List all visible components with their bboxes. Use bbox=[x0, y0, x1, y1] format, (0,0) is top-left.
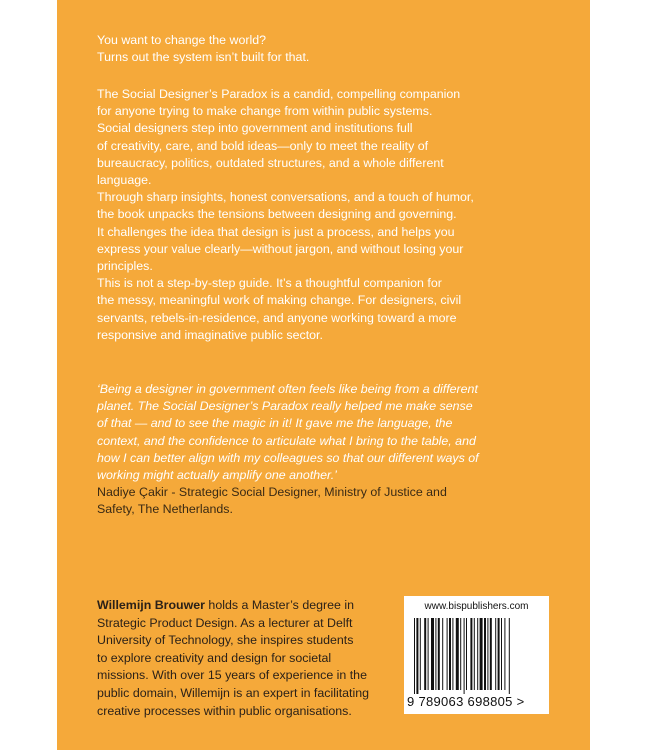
barcode-bar bbox=[509, 618, 510, 694]
description-line: language. bbox=[97, 173, 152, 188]
testimonial-quote-line: context, and the confidence to articulate what I bring to the table, and bbox=[97, 433, 476, 448]
barcode-icon bbox=[412, 618, 542, 694]
book-back-cover bbox=[57, 0, 590, 750]
barcode-bar bbox=[460, 618, 461, 690]
barcode-bar bbox=[480, 618, 483, 690]
barcode-bar bbox=[449, 618, 451, 690]
barcode-bar bbox=[424, 618, 426, 690]
description-line: for anyone trying to make change from within public systems. bbox=[97, 104, 433, 119]
barcode-bar bbox=[416, 618, 418, 694]
barcode-bar bbox=[504, 618, 505, 690]
barcode-bar bbox=[428, 618, 429, 690]
barcode-bar bbox=[452, 618, 453, 690]
barcode-bar bbox=[498, 618, 500, 690]
barcode-bar bbox=[495, 618, 496, 690]
barcode-panel bbox=[404, 596, 549, 714]
barcode-bar bbox=[414, 618, 415, 694]
description-line: bureaucracy, politics, outdated structures, and a whole different bbox=[97, 155, 444, 170]
barcode-bar bbox=[501, 618, 502, 690]
author-bio-line: University of Technology, she inspires students bbox=[97, 633, 354, 648]
intro-text bbox=[97, 32, 567, 67]
barcode-bar bbox=[447, 618, 448, 690]
barcode-bar bbox=[435, 618, 436, 690]
barcode-bar bbox=[438, 618, 440, 690]
description-line: the book unpacks the tensions between designing and governing. bbox=[97, 207, 457, 222]
description-line: servants, rebels-in-residence, and anyone working toward a more bbox=[97, 310, 457, 325]
author-bio-line: to explore creativity and design for societal bbox=[97, 650, 332, 665]
description-line: Through sharp insights, honest conversations, and a touch of humor, bbox=[97, 190, 474, 205]
description-line: express your value clearly—without jargon, and without losing your bbox=[97, 241, 464, 256]
author-bio-line: missions. With over 15 years of experience in the bbox=[97, 668, 367, 683]
intro-line: You want to change the world? bbox=[97, 33, 267, 47]
testimonial-quote-line: how I can better align with my colleagues so that our different ways of bbox=[97, 450, 479, 465]
author-bio-line: Strategic Product Design. As a lecturer at Delft bbox=[97, 615, 353, 630]
barcode-bar bbox=[466, 618, 467, 690]
barcode-bar bbox=[431, 618, 434, 690]
author-bio-line: creative processes within public organisations. bbox=[97, 703, 352, 718]
barcode-bar bbox=[442, 618, 443, 690]
testimonial-quote-line: ‘Being a designer in government often feels like being from a different bbox=[97, 382, 478, 396]
barcode-bar bbox=[477, 618, 478, 690]
barcode-bar bbox=[487, 618, 488, 690]
description-line: principles. bbox=[97, 259, 153, 274]
barcode-bar bbox=[420, 618, 421, 690]
publisher-url: www.bispublishers.com bbox=[424, 601, 529, 612]
testimonial bbox=[97, 381, 567, 519]
testimonial-quote-line: working might actually amplify one another.’ bbox=[97, 468, 337, 483]
barcode-bar bbox=[474, 618, 475, 690]
barcode-bar bbox=[456, 618, 459, 690]
description-line: responsive and imaginative public sector. bbox=[97, 327, 323, 342]
testimonial-quote-line: planet. The Social Designer’s Paradox really helped me make sense bbox=[97, 399, 473, 414]
description-line: It challenges the idea that design is just a process, and helps you bbox=[97, 224, 455, 239]
testimonial-attribution: Safety, The Netherlands. bbox=[97, 502, 233, 517]
testimonial-attribution: Nadiye Çakir - Strategic Social Designer, Ministry of Justice and bbox=[97, 485, 447, 500]
description-line: of creativity, care, and bold ideas—only to meet the reality of bbox=[97, 138, 429, 153]
author-bio bbox=[97, 597, 382, 720]
author-bio-text: holds a Master’s degree in bbox=[204, 598, 354, 612]
barcode-bar bbox=[470, 618, 472, 690]
description-line: The Social Designer’s Paradox is a candid, compelling companion bbox=[97, 87, 461, 101]
author-name: Willemijn Brouwer bbox=[97, 598, 205, 612]
isbn-digits: 9 789063 698805 > bbox=[407, 694, 525, 709]
author-bio-line: public domain, Willemijn is an expert in facilitating bbox=[97, 685, 370, 700]
intro-line: Turns out the system isn’t built for that. bbox=[97, 50, 310, 65]
barcode-bar bbox=[464, 618, 465, 694]
testimonial-quote-line: of that — and to see the magic in it! It gave me the language, the bbox=[97, 416, 453, 431]
barcode-bar bbox=[484, 618, 486, 690]
description-line: This is not a step-by-step guide. It’s a thoughtful companion for bbox=[97, 276, 442, 291]
description-line: Social designers step into government and institutions full bbox=[97, 121, 413, 136]
barcode-bar bbox=[490, 618, 492, 690]
author-bio-line bbox=[97, 597, 382, 615]
description-text bbox=[97, 86, 567, 344]
description-line: the messy, meaningful work of making change. For designers, civil bbox=[97, 293, 462, 308]
